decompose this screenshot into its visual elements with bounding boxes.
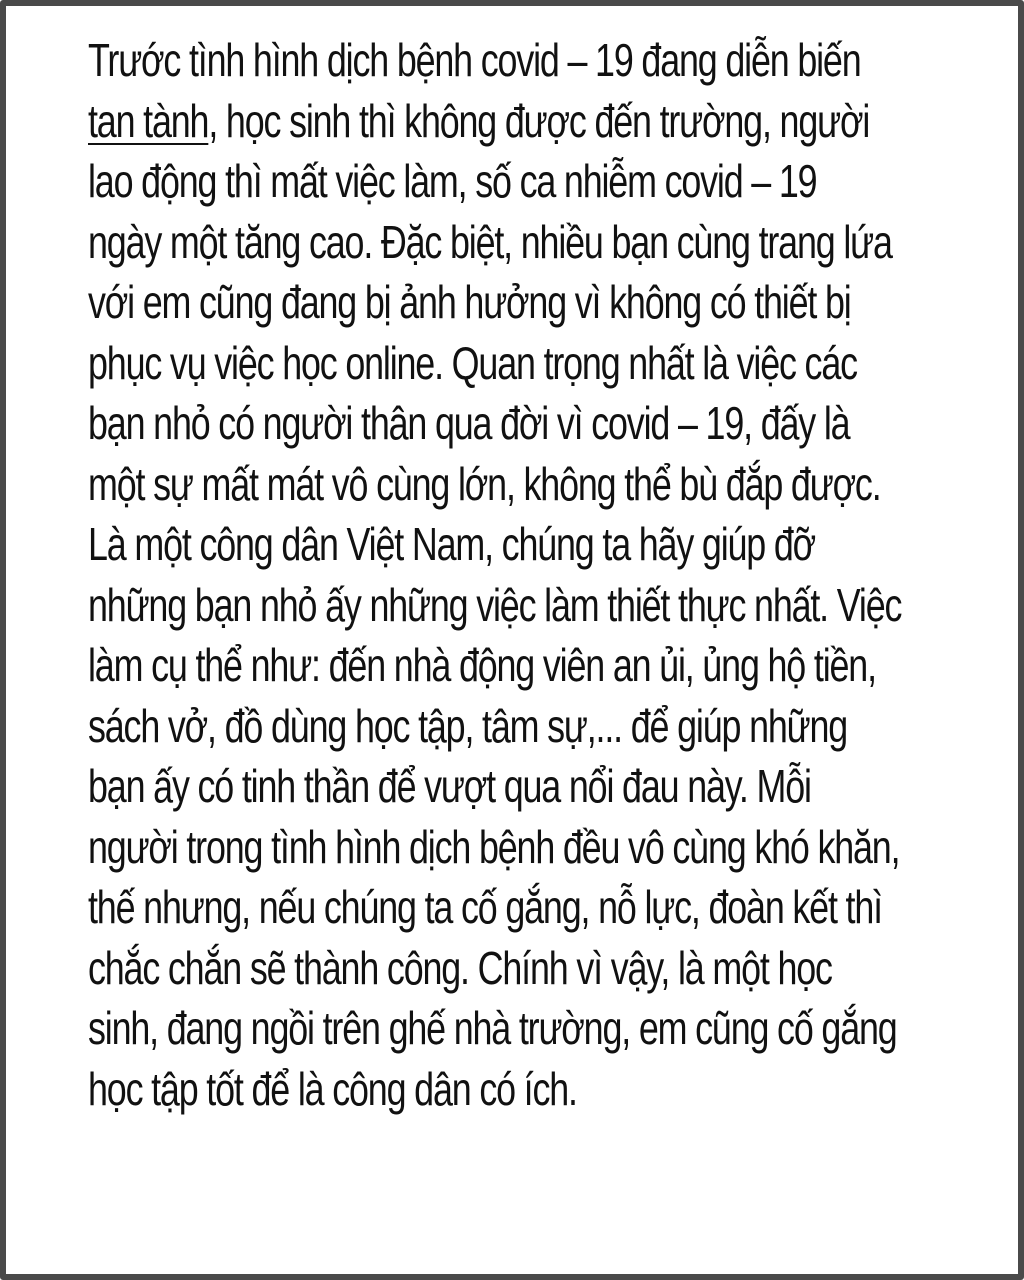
text-line: người trong tình hình dịch bệnh đều vô cùng khó khăn, <box>88 820 900 873</box>
text-line: thế nhưng, nếu chúng ta cố gắng, nỗ lực, đoàn kết thì <box>88 881 882 933</box>
text-line: sinh, đang ngồi trên ghế nhà trường, em cũng cố gắng <box>88 1002 897 1054</box>
text-line <box>88 91 870 152</box>
text-line: làm cụ thể như: đến nhà động viên an ủi, ủng hộ tiền, <box>88 639 876 691</box>
text-line: ngày một tăng cao. Đặc biệt, nhiều bạn cùng trang lứa <box>88 215 892 268</box>
text-line: bạn ấy có tinh thần để vượt qua nổi đau này. Mỗi <box>88 760 811 812</box>
text-line: học tập tốt để là công dân có ích. <box>88 1062 577 1115</box>
text-line: những bạn nhỏ ấy những việc làm thiết thực nhất. Việc <box>88 578 902 631</box>
text-line-rest: , học sinh thì không được đến trường, người <box>208 94 870 147</box>
text-line: lao động thì mất việc làm, số ca nhiễm covid – 19 <box>88 155 817 207</box>
text-line: Là một công dân Việt Nam, chúng ta hãy giúp đỡ <box>88 518 816 570</box>
underlined-phrase: tan tành <box>88 94 209 147</box>
text-line: Trước tình hình dịch bệnh covid – 19 đang diễn biến <box>88 34 861 86</box>
text-line: chắc chắn sẽ thành công. Chính vì vậy, là một học <box>88 941 832 994</box>
paragraph <box>88 30 988 1119</box>
text-line: một sự mất mát vô cùng lớn, không thể bù đắp được. <box>88 457 881 510</box>
text-line: sách vở, đồ dùng học tập, tâm sự,... để giúp những <box>88 699 848 752</box>
text-line: với em cũng đang bị ảnh hưởng vì không có thiết bị <box>88 276 851 328</box>
text-line: phục vụ việc học online. Quan trọng nhất là việc các <box>88 336 857 389</box>
text-line: bạn nhỏ có người thân qua đời vì covid – 19, đấy là <box>88 397 850 449</box>
